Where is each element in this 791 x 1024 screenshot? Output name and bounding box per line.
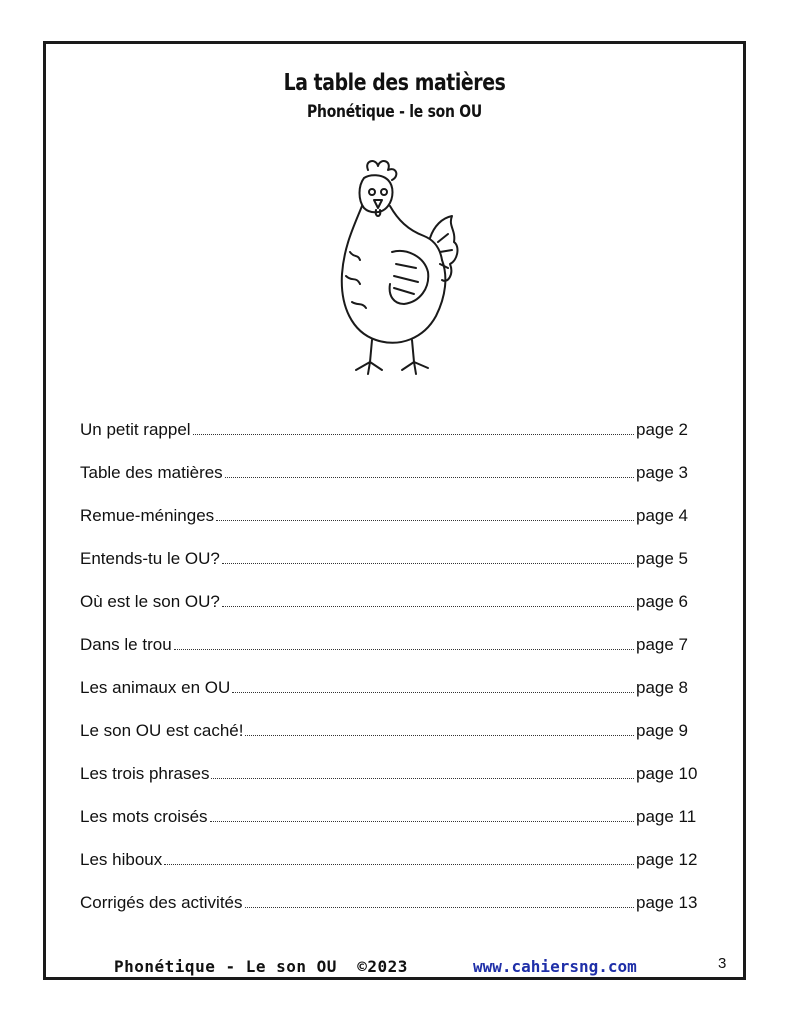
page-number: 3	[718, 955, 727, 972]
toc-page: page 12	[636, 850, 698, 869]
toc-label: Les hiboux	[80, 850, 163, 869]
page-subtitle: Phonétique - le son OU	[307, 102, 482, 122]
page-title: La table des matières	[283, 70, 506, 96]
toc-row	[80, 526, 706, 569]
toc-label: Le son OU est caché!	[80, 721, 244, 740]
hen-illustration-icon	[324, 156, 472, 384]
toc-page: page 13	[636, 893, 698, 912]
toc-label: Les trois phrases	[80, 764, 210, 783]
toc-row	[80, 827, 706, 870]
toc-row	[80, 612, 706, 655]
toc-page: page 3	[636, 463, 688, 482]
toc-row	[80, 741, 706, 784]
toc-leader-dots	[174, 649, 634, 650]
toc-label: Les animaux en OU	[80, 678, 231, 697]
toc-label: Où est le son OU?	[80, 592, 220, 611]
toc-page: page 4	[636, 506, 688, 525]
footer-url-link[interactable]: www.cahiersng.com	[473, 957, 637, 976]
toc-page: page 10	[636, 764, 698, 783]
toc-page: page 6	[636, 592, 688, 611]
toc-leader-dots	[222, 563, 634, 564]
toc-row	[80, 784, 706, 827]
toc-row	[80, 655, 706, 698]
toc-leader-dots	[211, 778, 634, 779]
toc-row	[80, 870, 706, 913]
toc-page: page 5	[636, 549, 688, 568]
toc-leader-dots	[222, 606, 634, 607]
toc-label: Les mots croisés	[80, 807, 208, 826]
toc-label: Table des matières	[80, 463, 223, 482]
toc-row	[80, 569, 706, 612]
toc-leader-dots	[193, 434, 634, 435]
toc-leader-dots	[245, 907, 634, 908]
toc-leader-dots	[216, 520, 634, 521]
toc-label: Dans le trou	[80, 635, 172, 654]
toc-leader-dots	[225, 477, 634, 478]
toc-leader-dots	[245, 735, 634, 736]
toc-page: page 9	[636, 721, 688, 740]
toc-row	[80, 397, 706, 440]
toc-label: Entends-tu le OU?	[80, 549, 220, 568]
toc-row	[80, 440, 706, 483]
toc-page: page 11	[636, 807, 697, 826]
toc-leader-dots	[232, 692, 634, 693]
table-of-contents	[80, 397, 706, 913]
page-frame	[43, 41, 746, 980]
toc-leader-dots	[210, 821, 634, 822]
toc-leader-dots	[164, 864, 634, 865]
footer-copyright: Phonétique - Le son OU ©2023	[114, 957, 408, 976]
toc-label: Remue-méninges	[80, 506, 215, 525]
toc-label: Corrigés des activités	[80, 893, 243, 912]
toc-page: page 7	[636, 635, 688, 654]
toc-row	[80, 698, 706, 741]
toc-page: page 2	[636, 420, 688, 439]
toc-row	[80, 483, 706, 526]
toc-label: Un petit rappel	[80, 420, 191, 439]
toc-page: page 8	[636, 678, 688, 697]
